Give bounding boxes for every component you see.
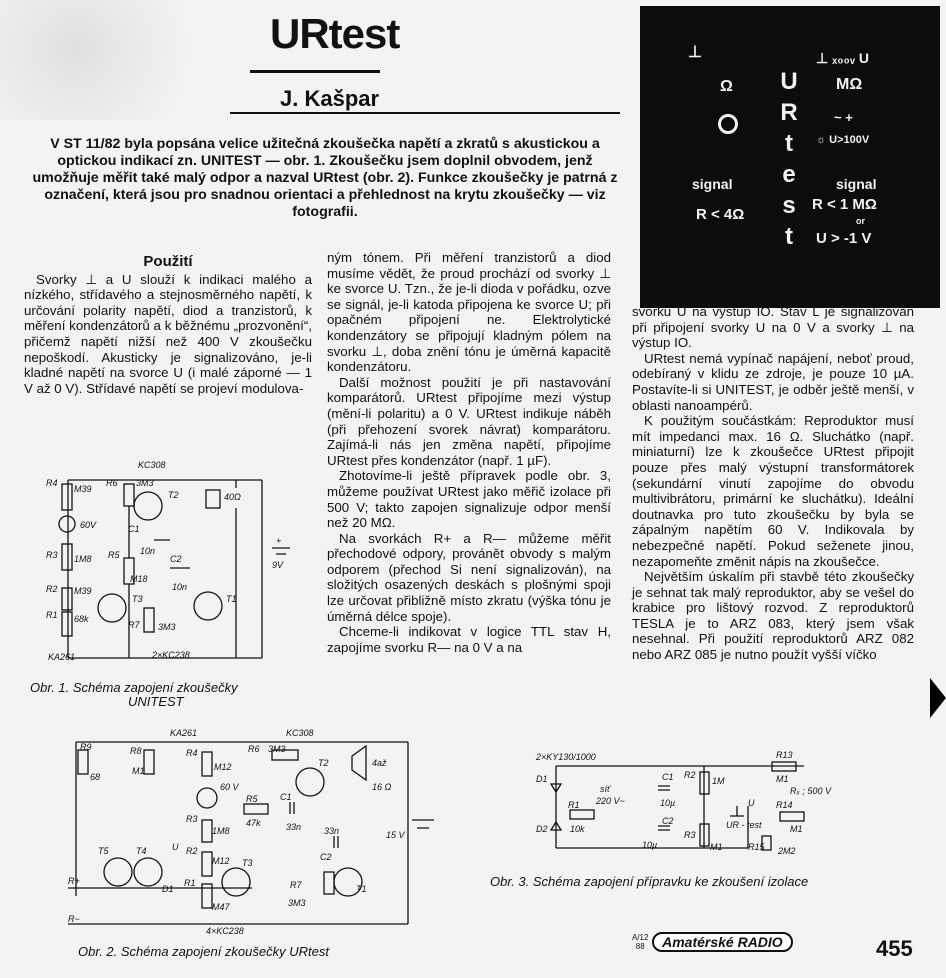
figure-1-caption: Obr. 1. Schéma zapojení zkoušečky	[30, 680, 238, 695]
f1-t2: T2	[168, 490, 179, 500]
f1-kc238: 2×KC238	[152, 650, 190, 660]
f2-r3: R3	[186, 814, 198, 824]
f3-r14: R14	[776, 800, 793, 810]
f3-r1: R1	[568, 800, 580, 810]
col2-paragraph-1: ným tónem. Při měření tranzistorů a diod musíme vědět, že proud prochází od svorky ⊥ ke svorce U. Tzn., že je-li dioda v pořádku, ozve se signál, je-li katoda připojena ke svorce U; při opačném připojení ne. Elektrolytické kondenzátory se připojují kladným pólem na svorku ⊥, doba znění tónu je úměrná kapacitě kondenzátoru.	[327, 250, 611, 375]
f3-m1: M1	[776, 774, 789, 784]
f3-d2: D2	[536, 824, 548, 834]
f1-plus: +	[276, 536, 282, 546]
f3-diodes: 2×KY130/1000	[536, 752, 596, 762]
f3-r15v: 2M2	[778, 846, 796, 856]
f1-t1: T1	[226, 594, 237, 604]
f2-t3: T3	[242, 858, 253, 868]
f1-t3: T3	[132, 594, 143, 604]
f2-u: U	[172, 842, 179, 852]
f1-ka261: KA261	[48, 652, 76, 662]
article-author: J. Kašpar	[280, 86, 380, 111]
photo-vertical-label: U R t e s t	[780, 68, 798, 250]
device-photo	[640, 6, 940, 308]
figure-1-schematic	[40, 458, 300, 668]
col3-paragraph-2: URtest nemá vypínač napájení, neboť proud, odebíraný v klidu ze zdroje, je pouze 10 µA. Postavíte-li si UNITEST, je odběr ještě menší, v oblasti nanoampérů.	[632, 350, 914, 413]
f2-r1v: M47	[212, 902, 230, 912]
photo-signal-right: signal	[836, 176, 877, 192]
footer-issue-2: 88	[635, 942, 645, 951]
f2-kc308: KC308	[286, 728, 314, 738]
figure-3-schematic	[534, 746, 874, 866]
lead-paragraph: V ST 11/82 byla popsána velice užitečná zkoušečka napětí a zkratů s akustickou a optickou indikací zn. UNITEST — obr. 1. Zkoušečku jsem doplnil obvodem, jenž umožňuje měřit také malý odpor a nazval URtest (obr. 2). Funkce zkoušečky je patrná z označení, která jsou pro snadnou orientaci a přehlednost na krytu zkoušečky — viz fotografii.	[32, 136, 618, 220]
f3-c1: C1	[662, 772, 674, 782]
f1-r6v: 3M3	[136, 478, 154, 488]
f1-m39b: M39	[74, 586, 92, 596]
f2-r1: R1	[184, 878, 196, 888]
f3-220: 220 V~	[596, 796, 625, 806]
photo-signal-left: signal	[692, 176, 733, 192]
col2-paragraph-2: Další možnost použití je při nastavování komparátorů. URtest připojíme mezi výstup (mění-li polaritu) a 0 V. URtest indikuje náběh (při přehození svorek návrat) komparátoru. Zajímá-li nás jen změna napětí, připojíme URtest přes kondenzátor (např. 1 µF).	[327, 374, 611, 468]
f1-r1: R1	[46, 610, 58, 620]
f2-r3v: 1M8	[212, 826, 230, 836]
col2-paragraph-5: Chceme-li indikovat v logice TTL stav H, zapojíme svorku R— na 0 V a na	[327, 624, 611, 655]
f2-60v: 60 V	[220, 782, 239, 792]
f3-r15: R15	[748, 842, 765, 852]
f2-spk2: 16 Ω	[372, 782, 392, 792]
column-1	[24, 254, 312, 396]
photo-megaohm: MΩ	[836, 76, 863, 93]
column-2	[327, 250, 611, 655]
f2-spk: 4až	[372, 758, 387, 768]
f2-r9v: 68	[90, 772, 101, 782]
f2-t1: T1	[356, 884, 367, 894]
footer-issue: A/12	[632, 933, 649, 942]
f3-r3v: M1	[710, 842, 723, 852]
f2-r2v: M12	[212, 856, 230, 866]
continue-arrow-icon	[930, 678, 946, 718]
f2-r7v: 3M3	[288, 898, 306, 908]
f1-c2: C2	[170, 554, 182, 564]
photo-ac: ~ +	[834, 110, 853, 125]
article-title: URtest	[270, 10, 400, 57]
photo-left-terminal	[718, 114, 738, 134]
f1-spk: 40Ω	[224, 492, 241, 502]
f1-r4: R4	[46, 478, 58, 488]
f2-r7: R7	[290, 880, 302, 890]
photo-right-top: ⊥ ₓ₀₀ᵥ U	[816, 50, 869, 66]
col2-paragraph-4: Na svorkách R+ a R— můžeme měřit přechodové odpory, provánět obvody s malým odporem (přechod Si není signalizován), na složitých osazených deskách s plošnými spoji lze určovat přibližně místo zkratu (výška tónu je úměrná délce spoje).	[327, 530, 611, 624]
f3-r2: R2	[684, 770, 696, 780]
f3-r1v: 10k	[570, 824, 585, 834]
photo-r-left: R < 4Ω	[696, 206, 745, 223]
f2-r2: R2	[186, 846, 198, 856]
f1-c2v: 10n	[172, 582, 188, 592]
col2-paragraph-3: Zhotovíme-li ještě přípravek podle obr. 3, můžeme používat URtest jako měřič izolace při 500 V; takto zapojen signalizuje odpor menší než 20 MΩ.	[327, 468, 611, 531]
figure-2-caption: Obr. 2. Schéma zapojení zkoušečky URtest	[78, 944, 329, 959]
figure-1-caption-2: UNITEST	[128, 694, 184, 709]
f2-c2: C2	[320, 852, 332, 862]
f1-r6: R6	[106, 478, 118, 488]
f2-r5: R5	[246, 794, 258, 804]
figure-2-schematic	[62, 726, 442, 936]
f1-kc308: KC308	[138, 460, 166, 470]
col3-paragraph-1: svorku U na výstup IO. Stav L je signalizován při připojení svorky U na 0 V a svorky ⊥ na výstup IO.	[632, 304, 914, 351]
f3-d1: D1	[536, 774, 548, 784]
f3-rx: Rₓ ; 500 V	[790, 786, 831, 796]
f1-c1: C1	[128, 524, 140, 534]
f1-bat: 9V	[272, 560, 284, 570]
f2-bat: 15 V	[386, 830, 405, 840]
col3-paragraph-4: Největším úskalím při stavbě této zkoušečky je sehnat tak malý reproduktor, aby se vešel do krabice pro lištový rozvod. Z reproduktorů TESLA je to ARZ 083, který jsem však nesehnal. Při použití reproduktorů ARZ 082 nebo ARZ 085 je nutno použít vyšší víčko	[632, 569, 914, 663]
f3-r14v: M1	[790, 824, 803, 834]
photo-omega: Ω	[720, 78, 733, 95]
f3-urtest: UR - test	[726, 820, 762, 830]
section-heading-pouziti: Použití	[143, 253, 193, 270]
f2-t5: T5	[98, 846, 109, 856]
f3-r3: R3	[684, 830, 696, 840]
f1-c1v: 10n	[140, 546, 156, 556]
photo-or: or	[856, 216, 865, 226]
f3-r13: R13	[776, 750, 793, 760]
f2-r8: R8	[130, 746, 142, 756]
f1-m39a: M39	[74, 484, 92, 494]
f2-r8v: M1	[132, 766, 145, 776]
col1-paragraph: Svorky ⊥ a U slouží k indikaci malého a nízkého, střídavého a stejnosměrného napětí, k určování polarity napětí, diod a tranzistorů, k měření kondenzátorů a k běžnému „prozvonění“, přičemž napětí nižší než 400 V zkoušečku nepoškodí. Akusticky je signalizováno, je-li kladné napětí na svorce U (i malé záporné — 1 V až 0 V). Střídavé napětí se projeví modulova-	[24, 271, 312, 396]
col3-paragraph-3: K použitým součástkám: Reproduktor musí mít impedanci max. 16 Ω. Sluchátko (např. miniaturní) lze k zkoušečce URtest připojit pouze přes malý výstupní transformátorek (sekundární vinutí zapojíme do obvodu multivibrátoru, primární ke sluchátku). Ideální doutnavka pro tuto zkoušečku by byla se zápalným napětím 60 V. Indikovala by nebezpečné napětí. Pokud seženete jinou, nezapomeňte změnit nápis na zkoušečce.	[632, 413, 914, 569]
f2-r6v: 3M3	[268, 744, 286, 754]
figure-3-caption: Obr. 3. Schéma zapojení přípravku ke zkoušení izolace	[490, 874, 809, 889]
f1-r7v: 3M3	[158, 622, 176, 632]
f3-c2v: 10µ	[642, 840, 658, 850]
page-number: 455	[876, 936, 913, 961]
magazine-footer	[632, 932, 793, 952]
f2-r5v: 47k	[246, 818, 261, 828]
f2-rplus: R+	[68, 876, 80, 886]
author-rule	[230, 112, 620, 114]
f3-r2v: 1M	[712, 776, 725, 786]
f1-r7: R7	[128, 620, 140, 630]
photo-ground-symbol: ⊥	[688, 44, 702, 61]
f1-r1v: 68k	[74, 614, 89, 624]
f2-r4v: M12	[214, 762, 232, 772]
f2-rminus: R−	[68, 914, 80, 924]
f3-u: U	[748, 798, 755, 808]
f1-r5: R5	[108, 550, 120, 560]
f1-r5v: M18	[130, 574, 148, 584]
title-rule	[250, 70, 380, 73]
f1-r3v: 1M8	[74, 554, 92, 564]
photo-voltage: ☼ U>100V	[816, 134, 870, 146]
paper-texture	[0, 0, 250, 120]
column-3	[632, 304, 914, 663]
f3-c1v: 10µ	[660, 798, 676, 808]
f3-sit: síť	[600, 784, 611, 794]
f2-r9: R9	[80, 742, 92, 752]
f3-c2: C2	[662, 816, 674, 826]
f2-t2: T2	[318, 758, 329, 768]
f2-c1v: 33n	[286, 822, 302, 832]
f2-c1: C1	[280, 792, 292, 802]
photo-r-right: R < 1 MΩ	[812, 196, 877, 213]
f2-ka261: KA261	[170, 728, 198, 738]
f2-r4: R4	[186, 748, 198, 758]
f1-60v: 60V	[80, 520, 97, 530]
f2-t4: T4	[136, 846, 147, 856]
magazine-logo: Amatérské RADIO	[652, 932, 793, 952]
f1-r2: R2	[46, 584, 58, 594]
f2-kc238: 4×KC238	[206, 926, 244, 936]
f2-c2v: 33n	[324, 826, 340, 836]
photo-u-right: U > -1 V	[816, 230, 872, 247]
f2-r6: R6	[248, 744, 260, 754]
f1-r3: R3	[46, 550, 58, 560]
f2-d1: D1	[162, 884, 174, 894]
